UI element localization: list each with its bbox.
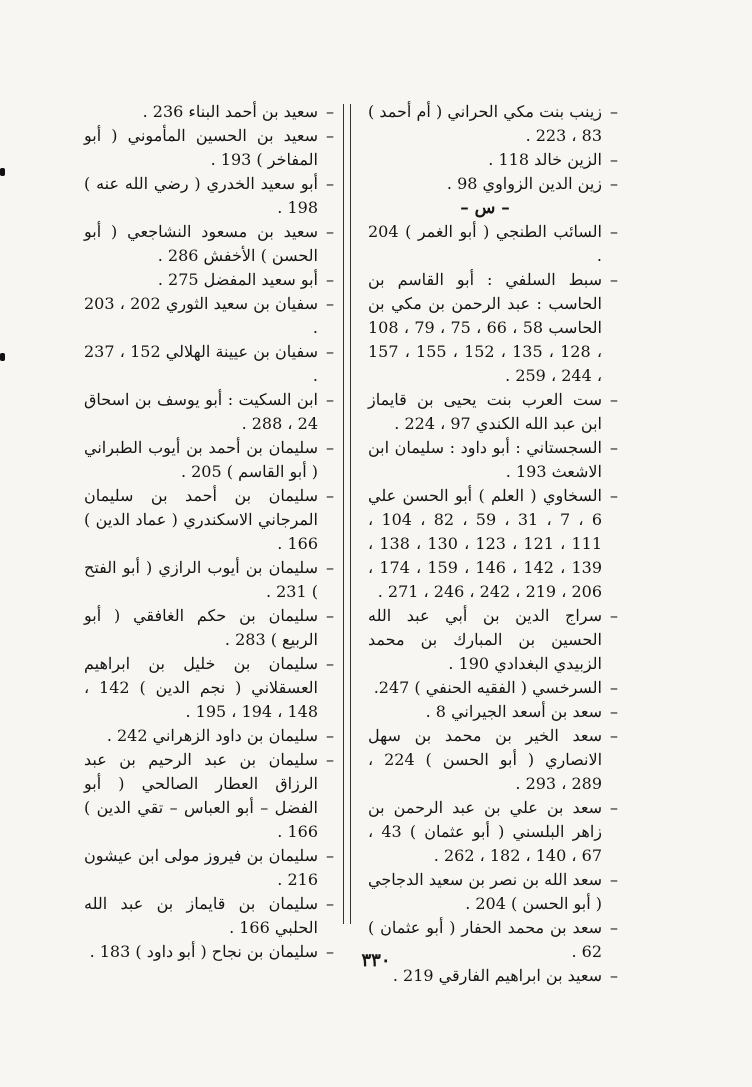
entry-text: السخاوي ( العلم ) أبو الحسن علي 6 ، 7 ، 31 ، 59 ، 82 ، 104 ، 111 ، 121 ، 123 ، 130 ، 138 ، 139 ، 142 ، 146 ، 159 ، 174 ، 206 ، 219 ، 242 ، 246 ، 271 . [368,486,603,601]
entry-text: سليمان بن أحمد بن أيوب الطبراني ( أبو القاسم ) 205 . [84,438,318,481]
entry-dash: – [326,942,334,961]
index-entry [368,220,618,268]
entry-text: سفيان بن عيينة الهلالي 152 ، 237 . [84,342,318,385]
entry-dash: – [326,846,334,865]
entry-text: سفيان بن سعيد الثوري 202 ، 203 . [84,294,318,337]
entry-text: سليمان بن فيروز مولى ابن عيشون 216 . [84,846,318,889]
index-entry [84,556,334,604]
entry-text: سراج الدين بن أبي عبد الله الحسين بن المبارك بن محمد الزبيدي البغدادي 190 . [368,606,602,673]
entry-text: سليمان بن نجاح ( أبو داود ) 183 . [89,942,318,961]
entry-dash: – [326,102,334,121]
entry-dash: – [326,726,334,745]
entry-text: سليمان بن أحمد بن سليمان المرجاني الاسكندري ( عماد الدين ) 166 . [84,486,318,553]
index-entry [84,100,334,124]
entry-text: زينب بنت مكي الحراني ( أم أحمد ) 83 ، 223 . [368,102,602,145]
index-entry [84,724,334,748]
index-entry [368,868,618,916]
index-entry [368,436,618,484]
index-entry [84,220,334,268]
entry-dash: – [326,750,334,769]
entry-text: السائب الطنجي ( أبو الغمر ) 204 . [368,222,602,265]
index-entry [84,652,334,724]
index-entry [368,700,618,724]
index-entry [368,796,618,868]
entry-dash: – [326,654,334,673]
index-entry [84,484,334,556]
entry-text: أبو سعيد الخدري ( رضي الله عنه ) 198 . [84,174,318,217]
entry-dash: – [610,870,618,889]
entry-text: سعد بن أسعد الجيراني 8 . [425,702,602,721]
index-entry [84,604,334,652]
entry-text: السجستاني : أبو داود : سليمان ابن الاشعث 193 . [368,438,602,481]
entry-text: سليمان بن قايماز بن عبد الله الحلبي 166 . [84,894,318,937]
index-entry [368,100,618,148]
index-entry [368,148,618,172]
entry-text: سعيد بن الحسين المأموني ( أبو المفاخر ) 193 . [84,126,318,169]
index-entry [368,604,618,676]
entry-dash: – [326,606,334,625]
entry-dash: – [610,174,618,193]
index-entry [84,748,334,844]
entry-text: ست العرب بنت يحيى بن قايماز ابن عبد الله الكندي 97 ، 224 . [368,390,602,433]
entry-dash: – [326,270,334,289]
entry-dash: – [610,726,618,745]
entry-text: سليمان بن أيوب الرازي ( أبو الفتح ) 231 . [84,558,318,601]
index-entry [84,388,334,436]
entry-dash: – [326,174,334,193]
entry-dash: – [326,486,334,505]
entry-dash: – [610,150,618,169]
entry-dash: – [610,918,618,937]
entry-dash: – [326,894,334,913]
index-entry [84,124,334,172]
index-entry [368,484,618,604]
index-entry [368,388,618,436]
entry-dash: – [326,126,334,145]
entry-text: ابن السكيت : أبو يوسف بن اسحاق 24 ، 288 . [84,390,318,433]
entry-dash: – [610,390,618,409]
index-entry [84,340,334,388]
entry-text: سعيد بن مسعود النشاجعي ( أبو الحسن ) الأخفش 286 . [84,222,318,265]
entry-dash: – [610,702,618,721]
left-column [84,100,334,964]
entry-dash: – [610,606,618,625]
margin-mark-top [0,168,5,176]
entry-dash: – [326,294,334,313]
entry-text: سليمان بن خليل بن ابراهيم العسقلاني ( نجم الدين ) 142 ، 148 ، 194 ، 195 . [84,654,319,721]
entry-dash: – [326,438,334,457]
index-entry [368,268,618,388]
entry-text: أبو سعيد المفضل 275 . [157,270,318,289]
entry-text: سعد الخير بن محمد بن سهل الانصاري ( أبو الحسن ) 224 ، 289 ، 293 . [368,726,603,793]
page-number: ٣٣٠ [361,950,391,971]
entry-dash: – [610,270,618,289]
index-entry [84,844,334,892]
entry-dash: – [326,390,334,409]
index-entry [84,172,334,220]
entry-dash: – [326,558,334,577]
entry-dash: – [610,798,618,817]
entry-text: سليمان بن حكم الغافقي ( أبو الربيع ) 283 . [84,606,318,649]
entry-text: سعد بن علي بن عبد الرحمن بن زاهر البلسني ( أبو عثمان ) 43 ، 67 ، 140 ، 182 ، 262 . [368,798,602,865]
index-entry [368,676,618,700]
entry-text: زين الدين الزواوي 98 . [446,174,602,193]
entry-dash: – [610,438,618,457]
index-entry [84,292,334,340]
margin-mark-middle [0,353,5,361]
entry-dash: – [326,342,334,361]
entry-text: سليمان بن عبد الرحيم بن عبد الرزاق العطار الصالحي ( أبو الفضل – أبو العباس – تقي الدين ) 166 . [84,750,318,841]
index-entry [368,172,618,196]
entry-text: سعيد بن ابراهيم الفارقي 219 . [392,966,602,985]
index-entry [368,724,618,796]
entry-text: سعد الله بن نصر بن سعيد الدجاجي ( أبو الحسن ) 204 . [368,870,602,913]
entry-text: الزين خالد 118 . [488,150,602,169]
entry-dash: – [610,102,618,121]
entry-text: سعيد بن أحمد البناء 236 . [142,102,318,121]
entry-text: سليمان بن داود الزهراني 242 . [106,726,318,745]
index-entry [84,892,334,940]
entry-text: السرخسي ( الفقيه الحنفي ) 247. [373,678,602,697]
entry-dash: – [610,222,618,241]
entry-text: سبط السلفي : أبو القاسم بن الحاسب : عبد الرحمن بن مكي بن الحاسب 58 ، 66 ، 75 ، 79 ، 108 ، 128 ، 135 ، 152 ، 155 ، 157 ، 244 ، 259 . [368,270,602,385]
entry-text: سعد بن محمد الحفار ( أبو عثمان ) 62 . [368,918,602,961]
entry-dash: – [610,966,618,985]
entry-dash: – [610,678,618,697]
section-heading: – س – [460,198,510,218]
right-column [368,100,618,988]
entry-dash: – [326,222,334,241]
index-entry [84,436,334,484]
index-entry [84,268,334,292]
entry-dash: – [610,486,618,505]
column-separator [343,104,351,924]
